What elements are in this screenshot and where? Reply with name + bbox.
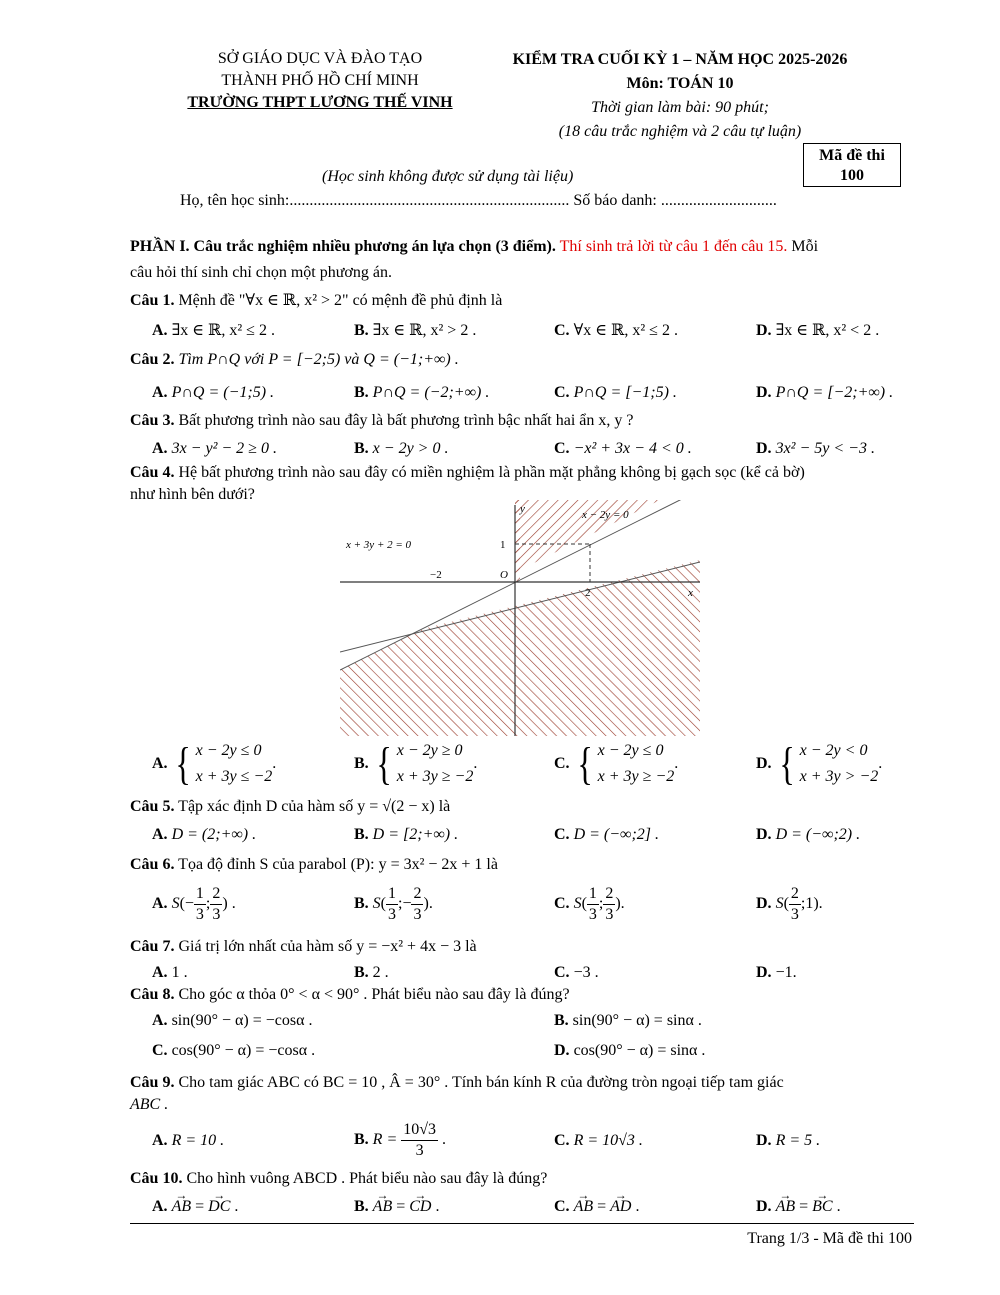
- q1-option-a[interactable]: A. ∃x ∈ ℝ, x² ≤ 2 .: [152, 322, 275, 339]
- q9-option-b[interactable]: B. R = $\frac{10√3}{3}$ .: [354, 1121, 447, 1159]
- no-docs-note: (Học sinh không được sử dụng tài liệu): [322, 168, 574, 185]
- q4-option-a[interactable]: A. { x − 2y ≤ 0 x + 3y ≤ −2 .: [152, 738, 277, 789]
- q4-option-c[interactable]: C. { x − 2y ≤ 0 x + 3y ≥ −2 .: [554, 738, 679, 789]
- q4-option-b[interactable]: B. { x − 2y ≥ 0 x + 3y ≥ −2 .: [354, 738, 478, 789]
- q9-option-c[interactable]: C. R = 10√3 .: [554, 1132, 643, 1149]
- question-2: Câu 2. Tìm P∩Q với P = [−2;5) và Q = (−1;+∞) .: [130, 351, 459, 368]
- q2-option-b[interactable]: B. P∩Q = (−2;+∞) .: [354, 384, 490, 401]
- exam-code-label: Mã đề thi: [819, 147, 885, 164]
- question-9: Câu 9. Cho tam giác ABC có BC = 10 , Â = 30° . Tính bán kính R của đường tròn ngoại tiếp tam giác: [130, 1074, 784, 1091]
- exam-code: 100: [840, 167, 864, 184]
- question-7: Câu 7. Giá trị lớn nhất của hàm số y = −x² + 4x − 3 là: [130, 938, 477, 955]
- question-4-line2: như hình bên dưới?: [130, 486, 255, 503]
- exam-time: Thời gian làm bài: 90 phút;: [591, 99, 769, 116]
- question-10: Câu 10. Cho hình vuông ABCD . Phát biểu nào sau đây là đúng?: [130, 1170, 548, 1187]
- label-line1-eq: x − 2y = 0: [582, 509, 629, 521]
- q7-option-c[interactable]: C. −3 .: [554, 964, 599, 981]
- inequality-region-figure: [340, 500, 700, 736]
- q10-option-b[interactable]: B. → AB = → CD .: [354, 1196, 439, 1218]
- q6-option-b[interactable]: B. S( $\frac{1}{3}$ ;− $\frac{2}{3}$ ).: [354, 885, 433, 923]
- q4-option-d[interactable]: D. { x − 2y < 0 x + 3y > −2 .: [756, 738, 883, 789]
- part1-heading: PHẦN I. Câu trắc nghiệm nhiều phương án lựa chọn (3 điểm). Thí sinh trả lời từ câu 1 đến câu 15. Mỗi: [130, 238, 819, 255]
- q6-option-d[interactable]: D. S( $\frac{2}{3}$ ;1).: [756, 885, 823, 923]
- q7-option-a[interactable]: A. 1 .: [152, 964, 188, 981]
- q2-option-d[interactable]: D. P∩Q = [−2;+∞) .: [756, 384, 894, 401]
- q2-option-c[interactable]: C. P∩Q = [−1;5) .: [554, 384, 677, 401]
- q9-option-d[interactable]: D. R = 5 .: [756, 1132, 821, 1149]
- part1-instruction: câu hỏi thí sinh chỉ chọn một phương án.: [130, 264, 392, 281]
- exam-code-box: [803, 143, 901, 187]
- question-4: Câu 4. Hệ bất phương trình nào sau đây có miền nghiệm là phần mặt phẳng không bị gạch sọc (kể cả bờ): [130, 464, 805, 481]
- exam-structure: (18 câu trắc nghiệm và 2 câu tự luận): [558, 123, 802, 140]
- question-6: Câu 6. Tọa độ đỉnh S của parabol (P): y = 3x² − 2x + 1 là: [130, 856, 498, 873]
- q3-option-a[interactable]: A. 3x − y² − 2 ≥ 0 .: [152, 440, 277, 457]
- label-x-axis: x: [688, 587, 693, 599]
- q5-option-a[interactable]: A. D = (2;+∞) .: [152, 826, 257, 843]
- question-3: Câu 3. Bất phương trình nào sau đây là bất phương trình bậc nhất hai ẩn x, y ?: [130, 412, 634, 429]
- label-origin: O: [500, 569, 508, 581]
- question-5: Câu 5. Tập xác định D của hàm số y = √(2 − x) là: [130, 798, 451, 815]
- q1-option-d[interactable]: D. ∃x ∈ ℝ, x² < 2 .: [756, 322, 880, 339]
- label-line2-eq: x + 3y + 2 = 0: [346, 539, 412, 551]
- q7-option-d[interactable]: D. −1.: [756, 964, 797, 981]
- question-8: Câu 8. Cho góc α thỏa 0° < α < 90° . Phát biểu nào sau đây là đúng?: [130, 986, 570, 1003]
- footer-rule: [130, 1223, 914, 1224]
- question-1: Câu 1. Mệnh đề "∀x ∈ ℝ, x² > 2" có mệnh đề phủ định là: [130, 292, 503, 309]
- label-y-axis: y: [520, 503, 525, 515]
- dept-line-2: THÀNH PHỐ HỒ CHÍ MINH: [221, 72, 419, 89]
- q3-option-d[interactable]: D. 3x² − 5y < −3 .: [756, 440, 875, 457]
- q3-option-c[interactable]: C. −x² + 3x − 4 < 0 .: [554, 440, 692, 457]
- q10-option-c[interactable]: C. → AB = → AD .: [554, 1196, 639, 1218]
- label-tick-1: 1: [500, 539, 506, 551]
- school-name: TRƯỜNG THPT LƯƠNG THẾ VINH: [187, 94, 453, 111]
- question-9-line2: ABC .: [130, 1096, 169, 1113]
- q1-option-c[interactable]: C. ∀x ∈ ℝ, x² ≤ 2 .: [554, 322, 678, 339]
- q9-option-a[interactable]: A. R = 10 .: [152, 1132, 225, 1149]
- exam-subject: Môn: TOÁN 10: [626, 75, 734, 92]
- q8-option-d[interactable]: D. cos(90° − α) = sinα .: [554, 1042, 706, 1059]
- q10-option-a[interactable]: A. → AB = → DC .: [152, 1196, 238, 1218]
- q6-option-c[interactable]: C. S( $\frac{1}{3}$ ; $\frac{2}{3}$ ).: [554, 885, 625, 923]
- q8-option-b[interactable]: B. sin(90° − α) = sinα .: [554, 1012, 702, 1029]
- student-info-line: Họ, tên học sinh:...................................................................... Số báo danh: .............................: [180, 192, 777, 209]
- q3-option-b[interactable]: B. x − 2y > 0 .: [354, 440, 449, 457]
- page-footer: Trang 1/3 - Mã đề thi 100: [747, 1230, 912, 1247]
- q7-option-b[interactable]: B. 2 .: [354, 964, 389, 981]
- dept-line-1: SỞ GIÁO DỤC VÀ ĐÀO TẠO: [217, 50, 423, 67]
- q10-option-d[interactable]: D. → AB = → BC .: [756, 1196, 841, 1218]
- exam-title: KIỂM TRA CUỐI KỲ 1 – NĂM HỌC 2025-2026: [512, 51, 848, 68]
- label-tick-2: 2: [585, 587, 591, 599]
- q6-option-a[interactable]: A. S(− $\frac{1}{3}$ ; $\frac{2}{3}$ ) .: [152, 885, 236, 923]
- q2-option-a[interactable]: A. P∩Q = (−1;5) .: [152, 384, 275, 401]
- q5-option-c[interactable]: C. D = (−∞;2] .: [554, 826, 659, 843]
- q5-option-d[interactable]: D. D = (−∞;2) .: [756, 826, 861, 843]
- q8-option-a[interactable]: A. sin(90° − α) = −cosα .: [152, 1012, 313, 1029]
- q5-option-b[interactable]: B. D = [2;+∞) .: [354, 826, 459, 843]
- label-tick-m2: −2: [430, 569, 442, 581]
- q8-option-c[interactable]: C. cos(90° − α) = −cosα .: [152, 1042, 316, 1059]
- q1-option-b[interactable]: B. ∃x ∈ ℝ, x² > 2 .: [354, 322, 477, 339]
